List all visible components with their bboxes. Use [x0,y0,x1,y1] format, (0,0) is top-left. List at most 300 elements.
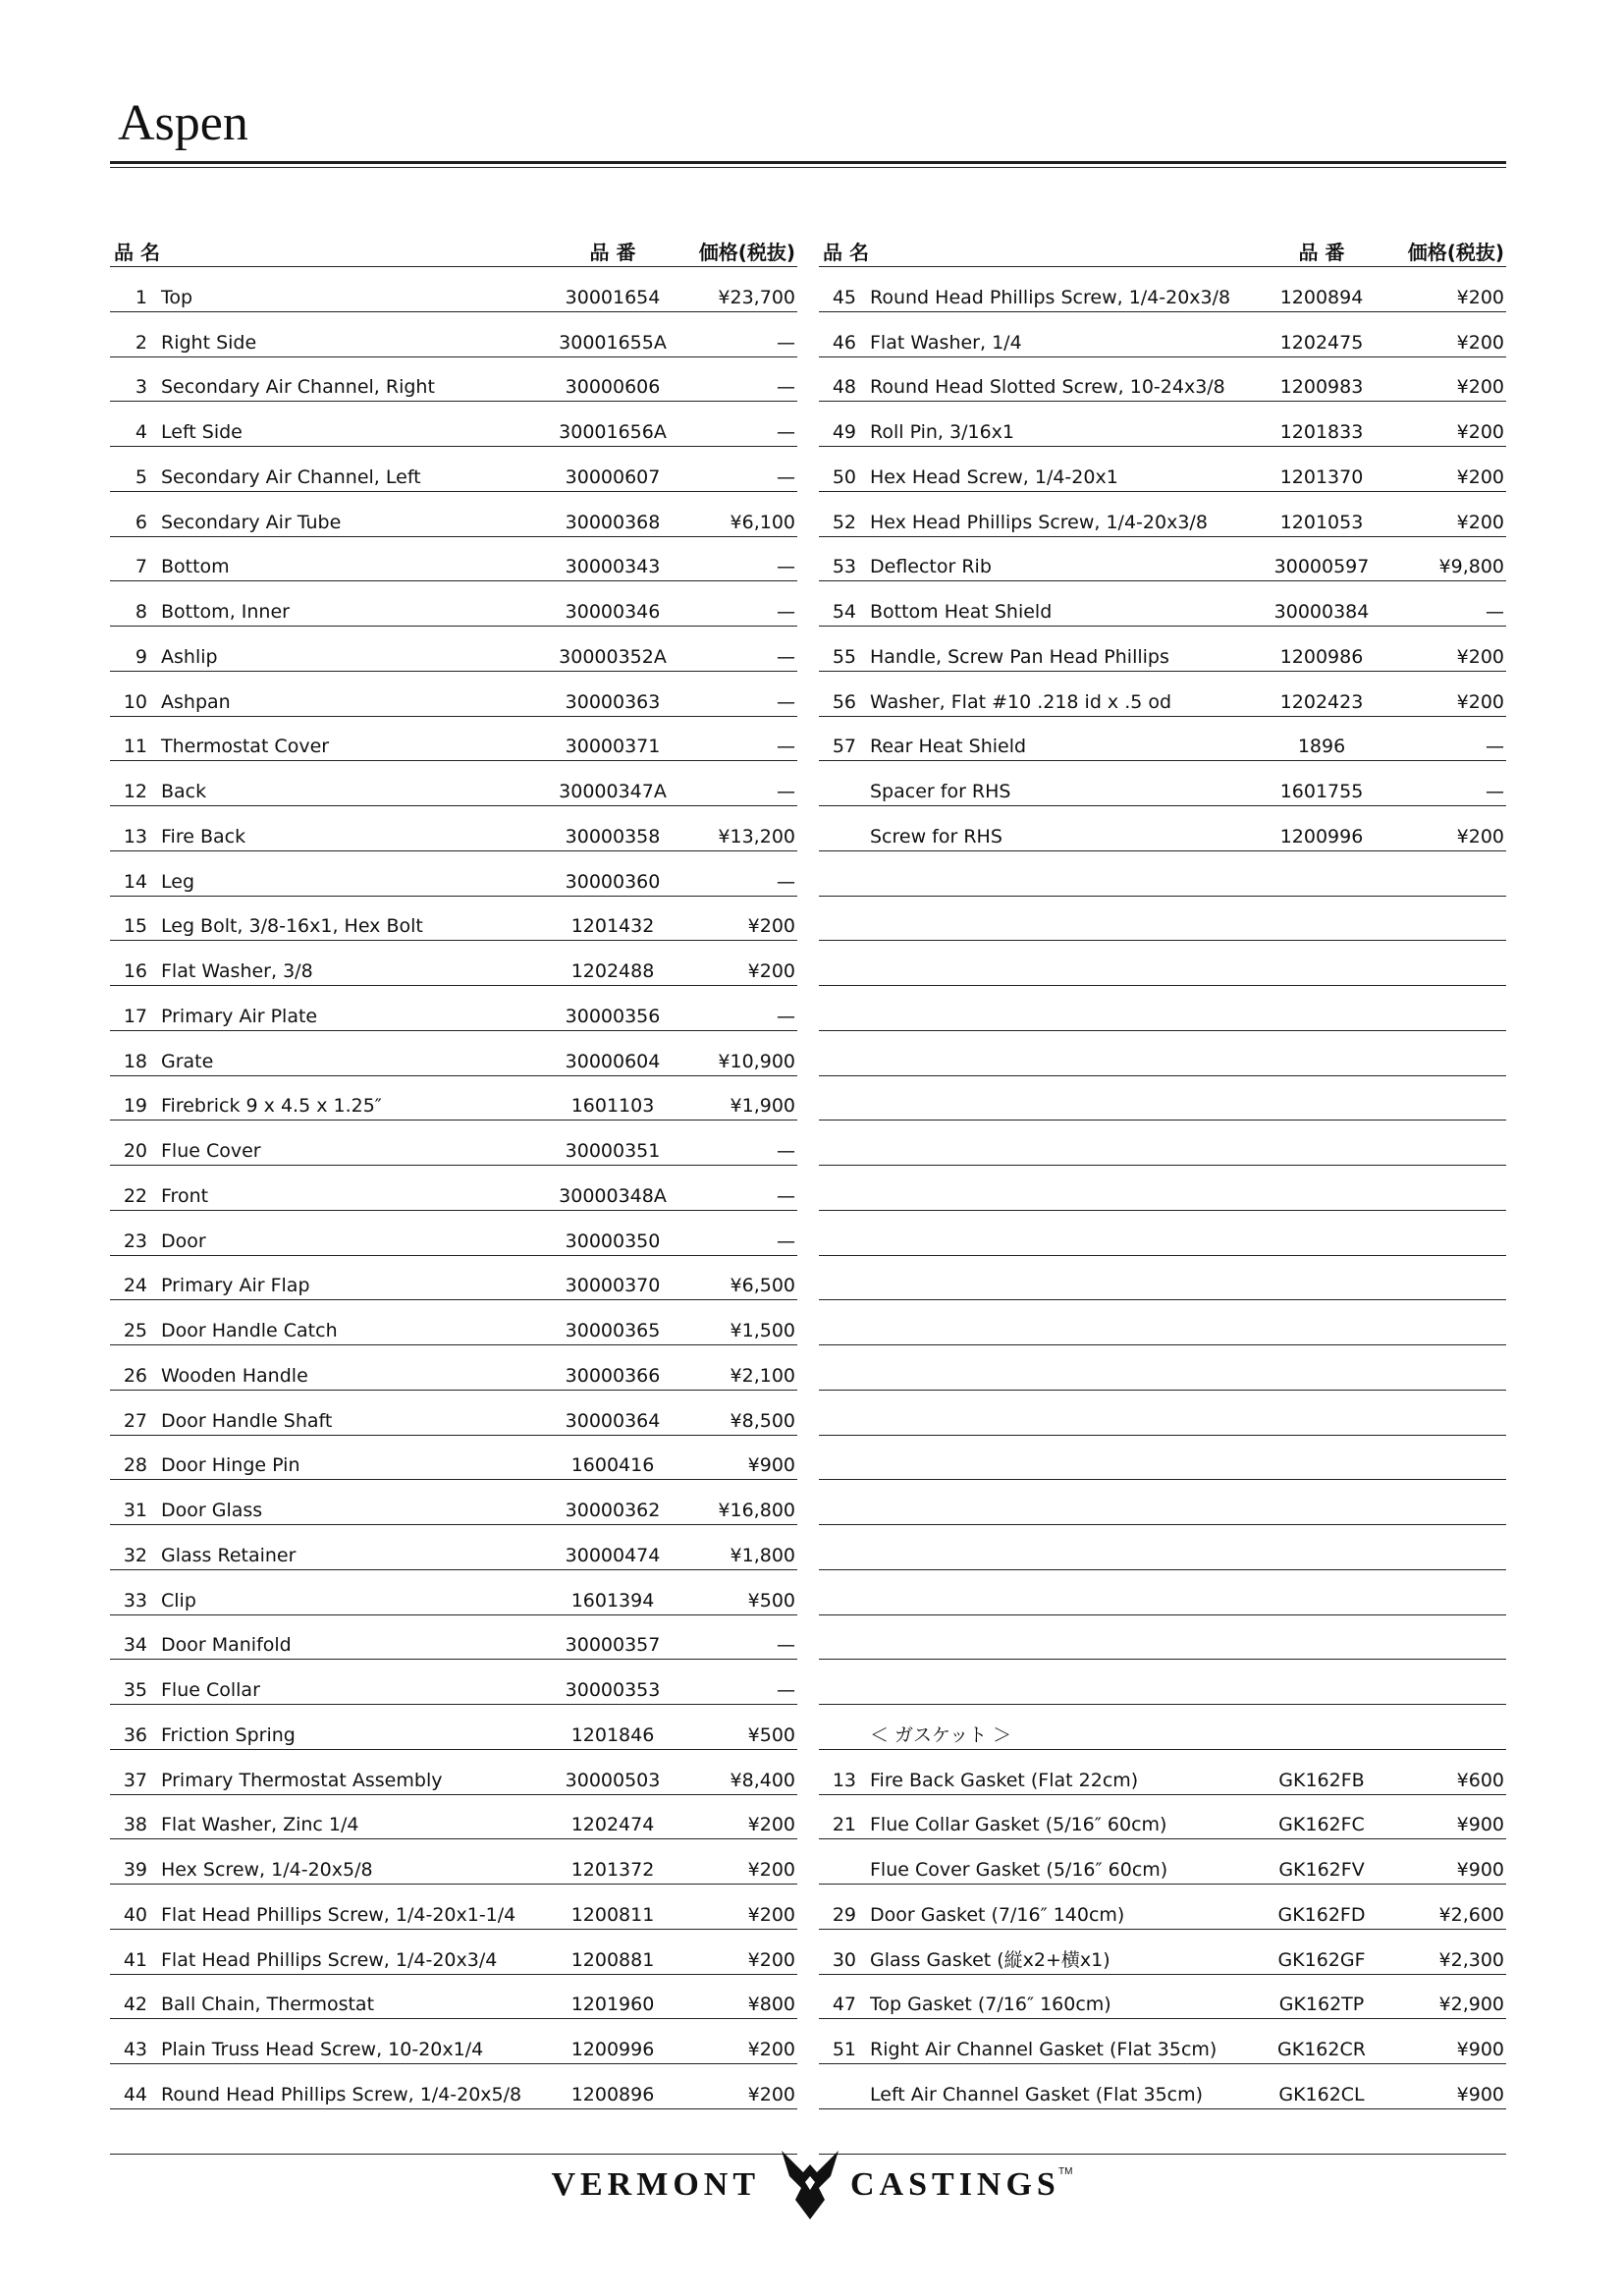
part-number: 1201846 [570,1723,655,1746]
part-name: Flue Collar [161,1679,260,1701]
table-row [110,761,797,806]
table-row [110,1300,797,1345]
part-name: Leg Bolt, 3/8-16x1, Hex Bolt [161,915,423,938]
part-number: GK162GF [1277,1948,1366,1971]
price: ¥800 [747,1994,795,2016]
price: ¥200 [1456,645,1504,668]
part-name: Firebrick 9 x 4.5 x 1.25″ [161,1095,382,1118]
part-name: Glass Gasket (縦x2+横x1) [870,1948,1110,1971]
price: ¥1,500 [730,1320,795,1341]
part-name: Ashlip [161,645,218,668]
part-number: 1601103 [570,1095,655,1118]
part-name: Friction Spring [161,1723,296,1746]
item-number: 50 [832,465,856,488]
part-number: 30000597 [1273,556,1370,578]
part-number: 1200881 [570,1948,655,1971]
price: — [777,870,795,893]
item-number: 45 [832,286,856,308]
table-row [819,1031,1506,1076]
parts-table-right [819,240,1506,2155]
item-number: 55 [832,645,856,668]
price: — [777,645,795,668]
header-part-number: 品 番 [589,241,636,264]
title-rule-thin [110,167,1506,168]
price: ¥200 [1456,331,1504,354]
part-name: Back [161,781,207,802]
price: ¥900 [1456,1859,1504,1881]
table-row [819,1121,1506,1166]
part-name: Flue Collar Gasket (5/16″ 60cm) [870,1814,1167,1836]
table-row [819,1300,1506,1345]
part-number: 1601394 [570,1589,655,1612]
part-name: Right Air Channel Gasket (Flat 35cm) [870,2039,1218,2060]
table-row [110,986,797,1031]
table-row [819,851,1506,897]
item-number: 49 [832,421,856,443]
table-row [819,717,1506,762]
item-number: 35 [123,1679,147,1701]
part-name: Secondary Air Tube [161,511,342,533]
part-number: 30000353 [565,1679,661,1701]
table-row [110,1031,797,1076]
part-number: 30001654 [565,286,661,308]
table-row [110,1436,797,1481]
table-row [819,2019,1506,2064]
part-name: Ball Chain, Thermostat [161,1994,375,2016]
item-number: 31 [123,1500,147,1521]
item-number: 52 [832,511,856,533]
part-number: 1201432 [570,915,655,938]
part-number: 30001655A [559,331,667,354]
table-row [110,1839,797,1885]
part-name: Round Head Slotted Screw, 10-24x3/8 [870,376,1225,399]
price: — [777,465,795,488]
part-name: Left Air Channel Gasket (Flat 35cm) [870,2083,1204,2105]
table-row [819,1615,1506,1661]
part-name: Clip [161,1589,196,1612]
table-row [819,986,1506,1031]
table-row [110,1750,797,1795]
part-name: Leg [161,870,195,893]
part-name: Hex Head Phillips Screw, 1/4-20x3/8 [870,511,1208,533]
part-name: Hex Head Screw, 1/4-20x1 [870,465,1118,488]
table-row [110,1705,797,1750]
table-row [110,267,797,312]
header-price: 価格(税抜) [1407,241,1504,264]
part-number: 30000360 [565,870,661,893]
table-row [110,402,797,447]
item-number: 20 [123,1140,147,1162]
item-number: 32 [123,1544,147,1566]
table-row [110,1570,797,1615]
item-number: 29 [832,1903,856,1926]
part-name: Top [161,286,193,308]
part-number: 30000343 [565,556,661,578]
part-number: 30000384 [1273,601,1370,623]
price: ¥200 [747,915,795,938]
part-name: Flat Washer, 1/4 [870,331,1022,354]
price: ¥200 [747,1814,795,1836]
price: — [777,736,795,758]
table-row [110,1525,797,1570]
item-number: 13 [832,1769,856,1791]
table-row [110,1166,797,1211]
price: ¥200 [1456,690,1504,713]
item-number: 25 [123,1320,147,1341]
part-number: 1200896 [570,2083,655,2105]
price: — [777,690,795,713]
part-name: Fire Back Gasket (Flat 22cm) [870,1769,1139,1791]
page-title: Aspen [118,95,248,151]
item-number: 23 [123,1230,147,1252]
part-number: GK162TP [1278,1994,1365,2016]
part-number: 1201370 [1279,465,1364,488]
header-part-number: 品 番 [1298,241,1345,264]
table-row [110,1121,797,1166]
price: ¥600 [1456,1769,1504,1791]
part-name: Deflector Rib [870,556,992,578]
price: ¥2,300 [1438,1948,1504,1971]
part-name: Top Gasket (7/16″ 160cm) [870,1994,1111,2016]
part-name: Wooden Handle [161,1364,308,1387]
price: — [777,1230,795,1252]
price: ¥2,900 [1438,1994,1504,2016]
part-name: Door Gasket (7/16″ 140cm) [870,1903,1125,1926]
table-row [110,1076,797,1121]
part-number: 1200894 [1279,286,1364,308]
price: ¥900 [1456,2083,1504,2105]
part-name: Door Manifold [161,1634,292,1657]
item-number: 56 [832,690,856,713]
item-number: 38 [123,1814,147,1836]
part-number: 30000356 [565,1005,661,1027]
table-row [819,1345,1506,1391]
price: — [777,1005,795,1027]
item-number: 14 [123,870,147,893]
part-number: 30001656A [559,421,667,443]
price: — [777,421,795,443]
table-row [819,357,1506,403]
table-row [819,1436,1506,1481]
table-row [110,1211,797,1256]
table-row [819,537,1506,582]
table-row [819,402,1506,447]
part-number: 1200996 [1279,825,1364,847]
table-row [110,357,797,403]
part-number: 30000358 [565,825,661,847]
part-number: 30000363 [565,690,661,713]
part-name: Door [161,1230,206,1252]
price: — [777,601,795,623]
item-number: 16 [123,960,147,982]
part-number: 30000368 [565,511,661,533]
part-number: 1600416 [570,1454,655,1477]
item-number: 37 [123,1769,147,1791]
price: ¥200 [1456,511,1504,533]
part-number: 30000346 [565,601,661,623]
price: ¥13,200 [718,825,795,847]
part-number: 1202474 [570,1814,655,1836]
item-number: 33 [123,1589,147,1612]
item-number: 39 [123,1859,147,1881]
item-number: 9 [135,645,147,668]
item-number: 27 [123,1409,147,1432]
item-number: 47 [832,1994,856,2016]
price: ¥200 [1456,465,1504,488]
part-number: 1201053 [1279,511,1364,533]
item-number: 30 [832,1948,856,1971]
part-name: Primary Air Flap [161,1275,310,1297]
part-name: Left Side [161,421,243,443]
part-name: Primary Thermostat Assembly [161,1769,443,1791]
price: ¥200 [747,2039,795,2060]
part-number: 1201372 [570,1859,655,1881]
part-name: Front [161,1184,209,1207]
item-number: 7 [135,556,147,578]
part-number: 30000474 [565,1544,661,1566]
item-number: 2 [135,331,147,354]
part-name: Ashpan [161,690,231,713]
table-row [819,312,1506,357]
item-number: 5 [135,465,147,488]
table-row [110,1615,797,1661]
table-row [819,1256,1506,1301]
price: ¥8,400 [730,1769,795,1791]
price: ¥6,500 [730,1275,795,1297]
table-body-left [110,267,797,2155]
price: — [777,556,795,578]
item-number: 15 [123,915,147,938]
part-name: Plain Truss Head Screw, 10-20x1/4 [161,2039,484,2060]
part-name: Bottom [161,556,230,578]
item-number: 51 [832,2039,856,2060]
table-row [110,717,797,762]
price: ¥10,900 [718,1050,795,1072]
table-row [819,1660,1506,1705]
part-name: Flat Head Phillips Screw, 1/4-20x3/4 [161,1948,498,1971]
part-number: 1200983 [1279,376,1364,399]
part-name: Screw for RHS [870,825,1002,847]
part-name: Door Handle Shaft [161,1409,333,1432]
price: ¥8,500 [730,1409,795,1432]
table-row [110,2064,797,2109]
vermont-castings-logo [0,2139,1624,2227]
table-row [110,1975,797,2020]
price: — [777,331,795,354]
table-row [819,1076,1506,1121]
price: ¥6,100 [730,511,795,533]
table-row [110,1930,797,1975]
price: ¥1,900 [730,1095,795,1118]
table-row [819,447,1506,492]
part-number: 1202488 [570,960,655,982]
part-name: Hex Screw, 1/4-20x5/8 [161,1859,373,1881]
part-name: Door Hinge Pin [161,1454,300,1477]
table-row [819,761,1506,806]
item-number: 22 [123,1184,147,1207]
part-number: 30000347A [559,781,667,802]
table-header-left [110,240,797,267]
item-number: 48 [832,376,856,399]
part-number: 30000370 [565,1275,661,1297]
part-number: 30000371 [565,736,661,758]
title-rule-thick [110,161,1506,164]
table-row [110,897,797,942]
part-name: Rear Heat Shield [870,736,1027,758]
table-row [110,447,797,492]
table-row [110,492,797,537]
item-number: 13 [123,825,147,847]
item-number: 12 [123,781,147,802]
table-row [819,1166,1506,1211]
item-number: 24 [123,1275,147,1297]
table-row [110,1660,797,1705]
part-name: Glass Retainer [161,1544,297,1566]
table-row [110,312,797,357]
part-name: Secondary Air Channel, Left [161,465,421,488]
part-number: 30000606 [565,376,661,399]
price: ¥200 [1456,421,1504,443]
table-header-right [819,240,1506,267]
item-number: 28 [123,1454,147,1477]
table-row [819,806,1506,851]
part-name: Bottom, Inner [161,601,290,623]
part-number: 30000362 [565,1500,661,1521]
item-number: 1 [135,286,147,308]
item-number: 4 [135,421,147,443]
price: ¥500 [747,1589,795,1612]
item-number: 57 [832,736,856,758]
item-number: 42 [123,1994,147,2016]
item-number: 3 [135,376,147,399]
item-number: 44 [123,2083,147,2105]
part-number: 1201833 [1279,421,1364,443]
price: — [1486,781,1504,802]
item-number: 18 [123,1050,147,1072]
item-number: 34 [123,1634,147,1657]
price: ¥200 [747,2083,795,2105]
price: ¥900 [1456,1814,1504,1836]
table-row [819,2064,1506,2109]
part-name: Bottom Heat Shield [870,601,1053,623]
price: ¥500 [747,1723,795,1746]
part-number: 30000604 [565,1050,661,1072]
part-number: 1202423 [1279,690,1364,713]
part-number: GK162FB [1278,1769,1365,1791]
item-number: 26 [123,1364,147,1387]
table-row [819,1750,1506,1795]
price: — [777,1679,795,1701]
part-number: 1200996 [570,2039,655,2060]
price: — [777,1140,795,1162]
part-number: 30000348A [559,1184,667,1207]
table-row [819,1211,1506,1256]
part-number: 30000607 [565,465,661,488]
price: ¥200 [1456,286,1504,308]
part-name: Washer, Flat #10 .218 id x .5 od [870,690,1172,713]
table-row [819,581,1506,627]
part-number: 30000366 [565,1364,661,1387]
part-name: Flue Cover Gasket (5/16″ 60cm) [870,1859,1168,1881]
parts-table-left [110,240,797,2155]
header-name: 品 名 [114,241,160,264]
logo-trademark: TM [1058,2166,1073,2177]
header-name: 品 名 [823,241,869,264]
table-row [110,2019,797,2064]
part-name: Roll Pin, 3/16x1 [870,421,1015,443]
part-name: Door Glass [161,1500,263,1521]
part-name: Flue Cover [161,1140,261,1162]
item-number: 17 [123,1005,147,1027]
part-number: 1896 [1297,736,1346,758]
table-row [110,672,797,717]
part-number: GK162FV [1278,1859,1365,1881]
price: ¥23,700 [718,286,795,308]
part-number: 1200986 [1279,645,1364,668]
item-number: 10 [123,690,147,713]
part-name: Handle, Screw Pan Head Phillips [870,645,1169,668]
table-row [110,941,797,986]
price: ¥2,100 [730,1364,795,1387]
table-row [819,672,1506,717]
table-row [110,1795,797,1840]
table-row [819,941,1506,986]
part-name: Secondary Air Channel, Right [161,376,435,399]
part-number: 30000503 [565,1769,661,1791]
part-name: Right Side [161,331,257,354]
part-name: Spacer for RHS [870,781,1011,802]
part-number: GK162FC [1278,1814,1365,1836]
part-number: 30000351 [565,1140,661,1162]
item-number: 8 [135,601,147,623]
item-number: 36 [123,1723,147,1746]
table-row [819,1839,1506,1885]
table-row [819,1795,1506,1840]
price: — [1486,601,1504,623]
price: — [777,1184,795,1207]
item-number: 41 [123,1948,147,1971]
table-row [819,1930,1506,1975]
part-name: Door Handle Catch [161,1320,338,1341]
table-row [819,627,1506,672]
part-number: 30000352A [559,645,667,668]
part-name: Fire Back [161,825,246,847]
table-row [110,581,797,627]
price: ¥900 [1456,2039,1504,2060]
part-number: 1202475 [1279,331,1364,354]
table-row [110,1391,797,1436]
part-number: 1601755 [1279,781,1364,802]
table-row [819,1480,1506,1525]
bird-emblem-icon [776,2143,844,2221]
part-name: Flat Washer, 3/8 [161,960,313,982]
price: ¥2,600 [1438,1903,1504,1926]
price: ¥200 [1456,825,1504,847]
part-number: 1201960 [570,1994,655,2016]
part-number: GK162CR [1277,2039,1366,2060]
item-number: 6 [135,511,147,533]
part-name: ＜ ガスケット ＞ [870,1723,1012,1746]
table-row [819,1885,1506,1930]
item-number: 46 [832,331,856,354]
table-row [819,1975,1506,2020]
price: ¥900 [747,1454,795,1477]
price: ¥16,800 [718,1500,795,1521]
part-name: Primary Air Plate [161,1005,318,1027]
part-number: 30000357 [565,1634,661,1657]
logo-text-castings: CASTINGS [850,2166,1060,2203]
price: ¥200 [1456,376,1504,399]
